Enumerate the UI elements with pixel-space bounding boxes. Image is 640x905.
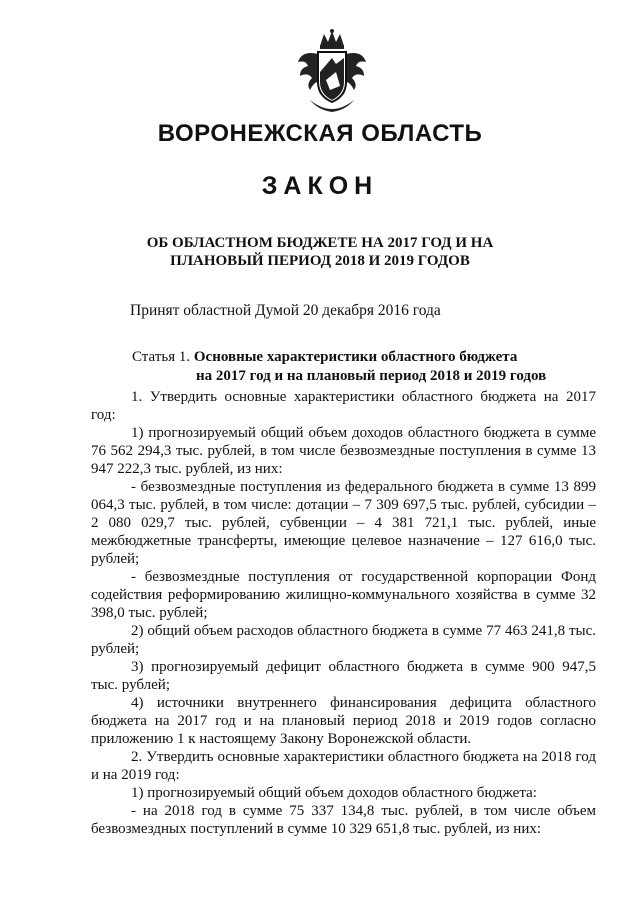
law-title: [0, 234, 640, 270]
paragraph: 1) прогнозируемый общий объем доходов областного бюджета:: [131, 785, 537, 801]
region-heading: ВОРОНЕЖСКАЯ ОБЛАСТЬ: [157, 120, 483, 147]
paragraph: 1) прогнозируемый общий объем доходов областного бюджета в сумме 76 562 294,3 тыс. рублей, в том числе безвозмездные поступления в сумме 13 947 222,3 тыс. рублей, из них:: [91, 425, 596, 477]
coat-of-arms-emblem: [296, 28, 368, 116]
paragraph: - безвозмездные поступления от государственной корпорации Фонд содействия реформированию жилищно-коммунального хозяйства в сумме 32 398,0 тыс. рублей;: [91, 569, 596, 621]
paragraph: 2) общий объем расходов областного бюджета в сумме 77 463 241,8 тыс. рублей;: [91, 623, 596, 657]
paragraph: - на 2018 год в сумме 75 337 134,8 тыс. рублей, в том числе объем безвозмездных поступлений в сумме 10 329 651,8 тыс. рублей, из них:: [91, 803, 596, 837]
article-title-line-2: на 2017 год и на плановый период 2018 и 2019 годов: [196, 368, 547, 384]
article-heading: [132, 348, 612, 386]
paragraph: - безвозмездные поступления из федерального бюджета в сумме 13 899 064,3 тыс. рублей, в том числе: дотации – 7 309 697,5 тыс. рублей, субсидии – 2 080 029,7 тыс. рублей, субвенции – 4 381 721,1 тыс. рублей, иные межбюджетные трансферты, имеющие целевое назначение – 127 616,0 тыс. рублей;: [91, 479, 596, 567]
law-title-line-2: ПЛАНОВЫЙ ПЕРИОД 2018 И 2019 ГОДОВ: [170, 253, 470, 269]
article-body: [91, 388, 596, 838]
law-heading: ЗАКОН: [261, 172, 379, 200]
law-title-line-1: ОБ ОБЛАСТНОМ БЮДЖЕТЕ НА 2017 ГОД И НА: [146, 235, 494, 251]
adoption-note: Принят областной Думой 20 декабря 2016 года: [130, 302, 441, 319]
article-title-line-1: Основные характеристики областного бюджета: [193, 349, 518, 365]
paragraph: 4) источники внутреннего финансирования дефицита областного бюджета на 2017 год и на плановый период 2018 и 2019 годов согласно приложению 1 к настоящему Закону Воронежской области.: [91, 695, 596, 747]
paragraph: 2. Утвердить основные характеристики областного бюджета на 2018 год и на 2019 год:: [91, 749, 596, 783]
article-label: Статья 1.: [132, 349, 191, 365]
paragraph: 3) прогнозируемый дефицит областного бюджета в сумме 900 947,5 тыс. рублей;: [91, 659, 596, 693]
paragraph: 1. Утвердить основные характеристики областного бюджета на 2017 год:: [91, 389, 596, 423]
